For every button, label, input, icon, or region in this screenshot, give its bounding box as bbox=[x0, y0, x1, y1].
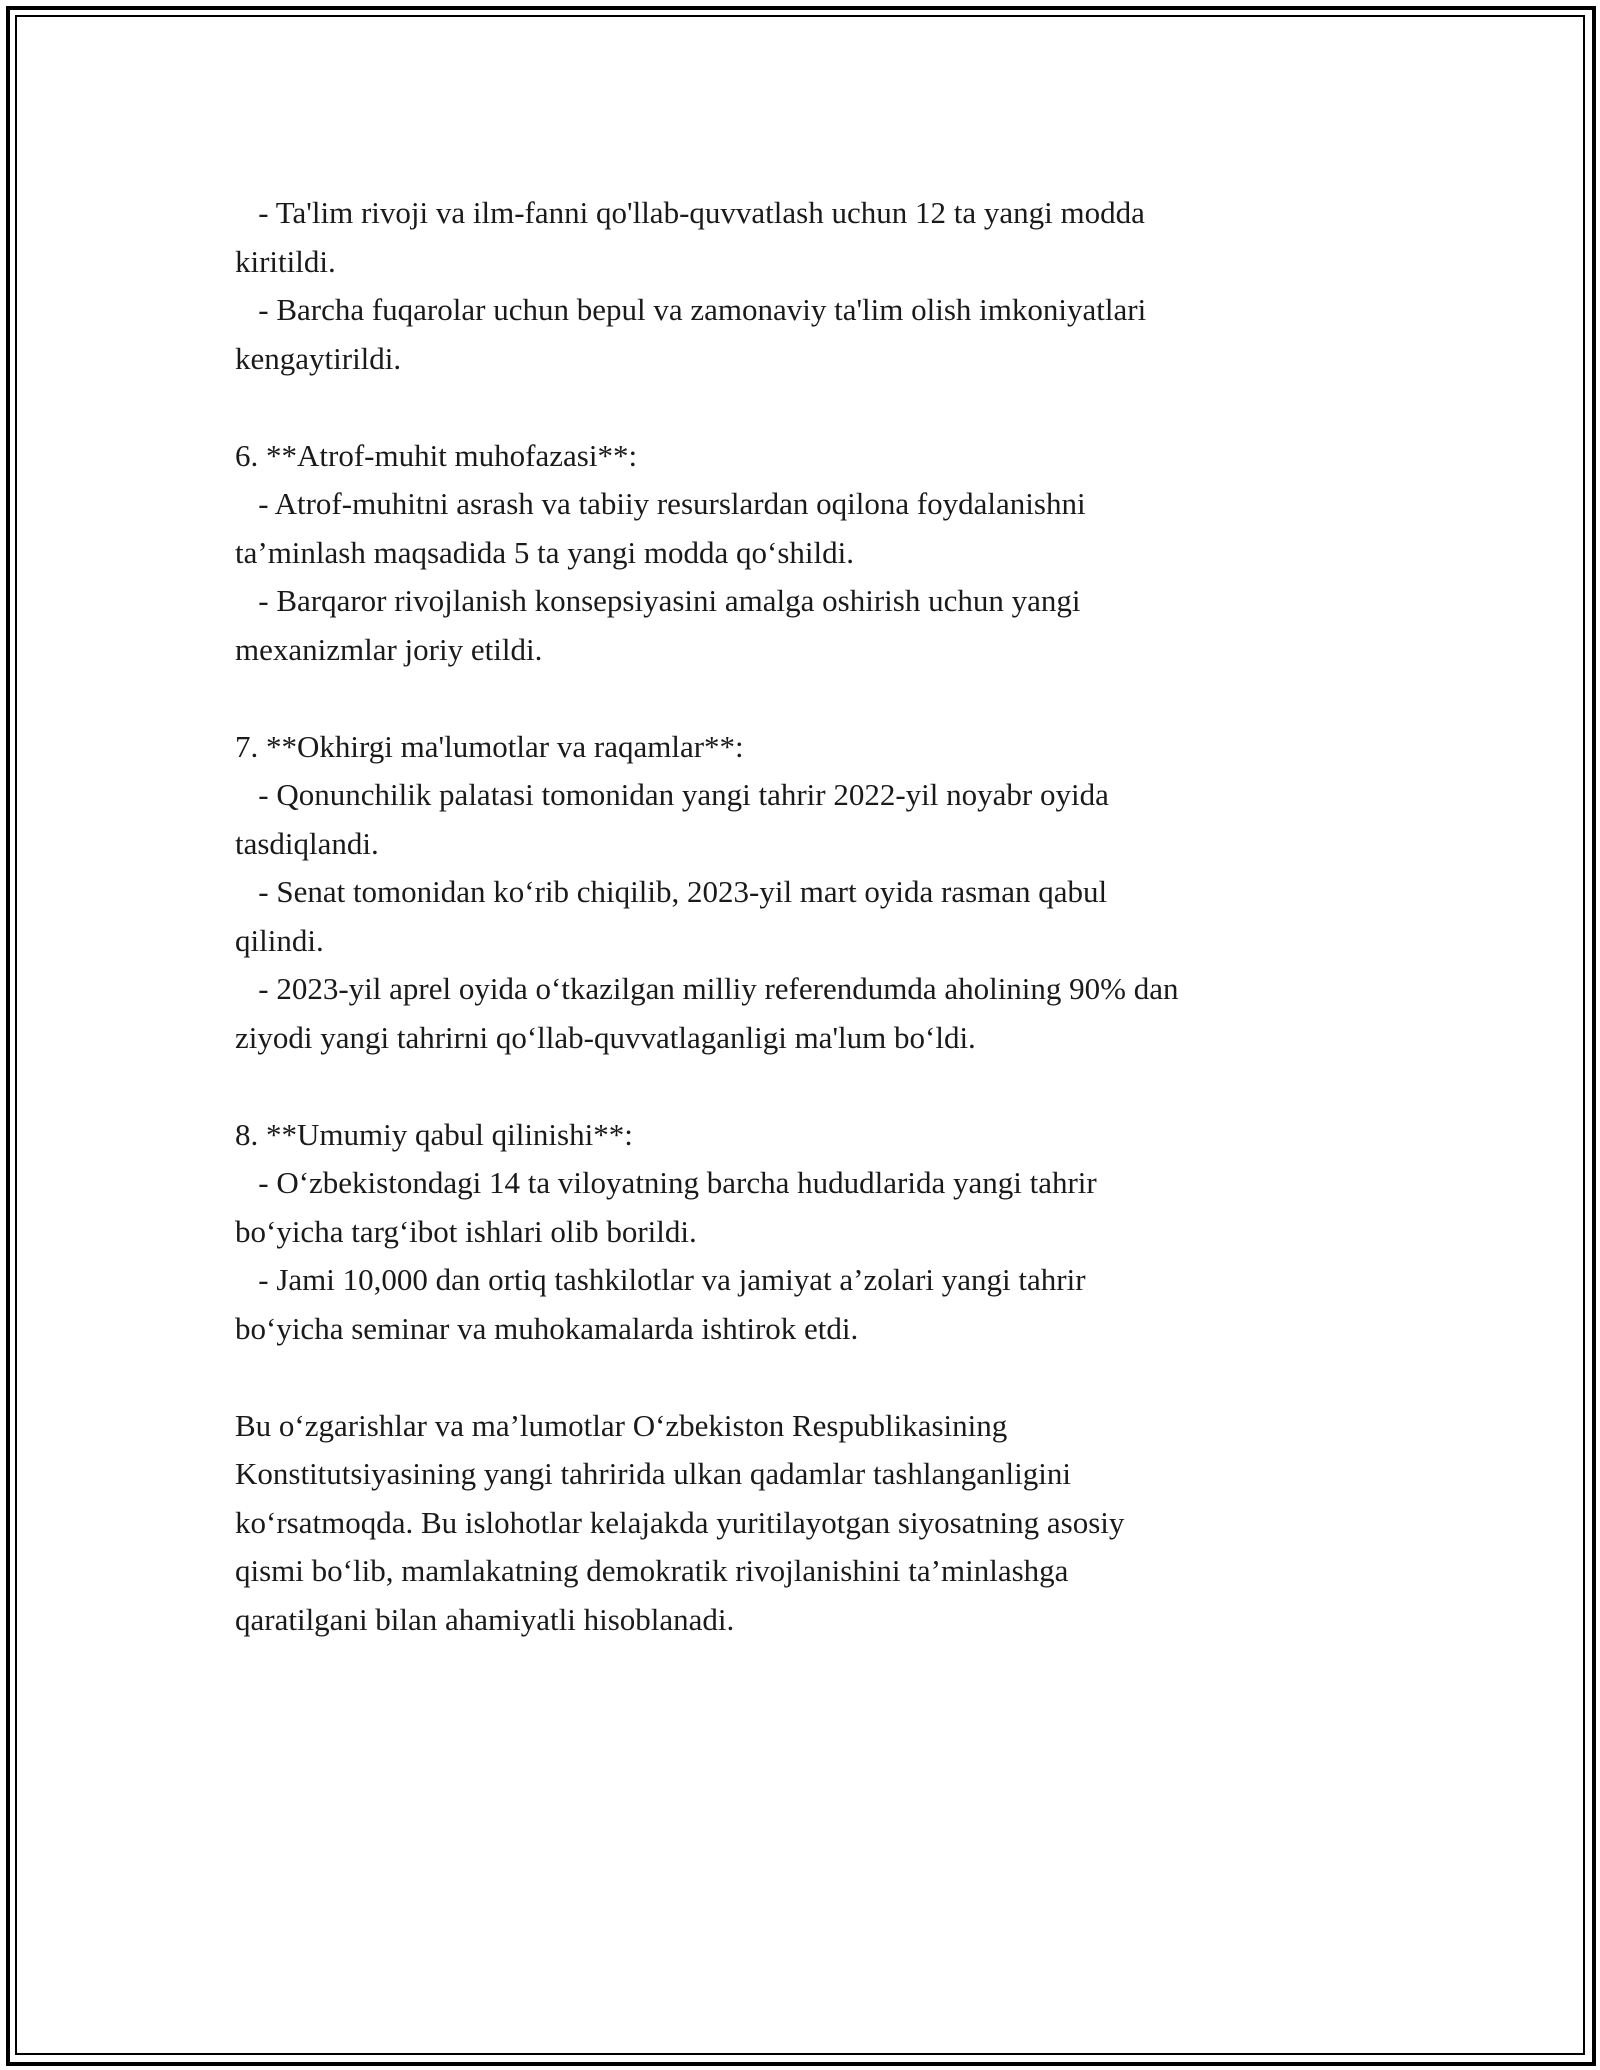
list-item bbox=[235, 868, 1375, 965]
list-item-line: - 2023-yil aprel oyida o‘tkazilgan milliy referendumda aholining 90% dan bbox=[235, 971, 1179, 1006]
list-item bbox=[235, 1159, 1375, 1256]
list-item bbox=[235, 1256, 1375, 1353]
list-item-line: tasdiqlandi. bbox=[235, 825, 379, 861]
list-item-line: - Barqaror rivojlanish konsepsiyasini amalga oshirish uchun yangi bbox=[235, 583, 1081, 618]
paragraph-spacer bbox=[235, 674, 1375, 723]
list-item-line: - Jami 10,000 dan ortiq tashkilotlar va jamiyat a’zolari yangi tahrir bbox=[235, 1262, 1086, 1297]
section-7 bbox=[235, 723, 1375, 1063]
list-item bbox=[235, 286, 1375, 383]
list-item-line: kengaytirildi. bbox=[235, 340, 402, 376]
list-item-line: - O‘zbekistondagi 14 ta viloyatning barcha hududlarida yangi tahrir bbox=[235, 1165, 1097, 1200]
conclusion-line: Bu o‘zgarishlar va ma’lumotlar O‘zbekiston Respublikasining bbox=[235, 1407, 1008, 1443]
conclusion-line: qismi bo‘lib, mamlakatning demokratik rivojlanishini ta’minlashga bbox=[235, 1553, 1069, 1588]
conclusion-line: Konstitutsiyasining yangi tahririda ulkan qadamlar tashlanganligini bbox=[235, 1456, 1071, 1491]
section-6 bbox=[235, 432, 1375, 675]
list-item bbox=[235, 577, 1375, 674]
conclusion-line: ko‘rsatmoqda. Bu islohotlar kelajakda yuritilayotgan siyosatning asosiy bbox=[235, 1504, 1125, 1540]
list-item bbox=[235, 189, 1375, 286]
list-item-line: - Qonunchilik palatasi tomonidan yangi tahrir 2022-yil noyabr oyida bbox=[235, 777, 1109, 812]
list-item-line: - Atrof-muhitni asrash va tabiiy resurslardan oqilona foydalanishni bbox=[235, 486, 1086, 521]
paragraph-spacer bbox=[235, 1353, 1375, 1402]
list-item-line: qilindi. bbox=[235, 922, 324, 958]
list-item bbox=[235, 965, 1375, 1062]
section-8 bbox=[235, 1111, 1375, 1354]
list-item-line: ta’minlash maqsadida 5 ta yangi modda qo‘shildi. bbox=[235, 534, 855, 570]
paragraph-spacer bbox=[235, 383, 1375, 432]
conclusion-paragraph bbox=[235, 1402, 1375, 1645]
conclusion-line: qaratilgani bilan ahamiyatli hisoblanadi. bbox=[235, 1601, 735, 1637]
list-item-line: - Ta'lim rivoji va ilm-fanni qo'llab-quvvatlash uchun 12 ta yangi modda bbox=[235, 195, 1145, 230]
list-item-line: - Senat tomonidan ko‘rib chiqilib, 2023-yil mart oyida rasman qabul bbox=[235, 874, 1108, 909]
section-heading: 7. **Okhirgi ma'lumotlar va raqamlar**: bbox=[235, 728, 744, 764]
paragraph-spacer bbox=[235, 1062, 1375, 1111]
list-item-line: kiritildi. bbox=[235, 243, 336, 279]
intro-list bbox=[235, 189, 1375, 383]
list-item-line: - Barcha fuqarolar uchun bepul va zamonaviy ta'lim olish imkoniyatlari bbox=[235, 292, 1147, 327]
list-item-line: bo‘yicha targ‘ibot ishlari olib borildi. bbox=[235, 1213, 697, 1249]
list-item-line: ziyodi yangi tahrirni qo‘llab-quvvatlaganligi ma'lum bo‘ldi. bbox=[235, 1019, 976, 1055]
document-page bbox=[235, 189, 1375, 1644]
list-item-line: bo‘yicha seminar va muhokamalarda ishtirok etdi. bbox=[235, 1310, 859, 1346]
section-heading: 8. **Umumiy qabul qilinishi**: bbox=[235, 1116, 633, 1152]
section-heading: 6. **Atrof-muhit muhofazasi**: bbox=[235, 437, 638, 473]
list-item bbox=[235, 480, 1375, 577]
list-item-line: mexanizmlar joriy etildi. bbox=[235, 631, 543, 667]
list-item bbox=[235, 771, 1375, 868]
